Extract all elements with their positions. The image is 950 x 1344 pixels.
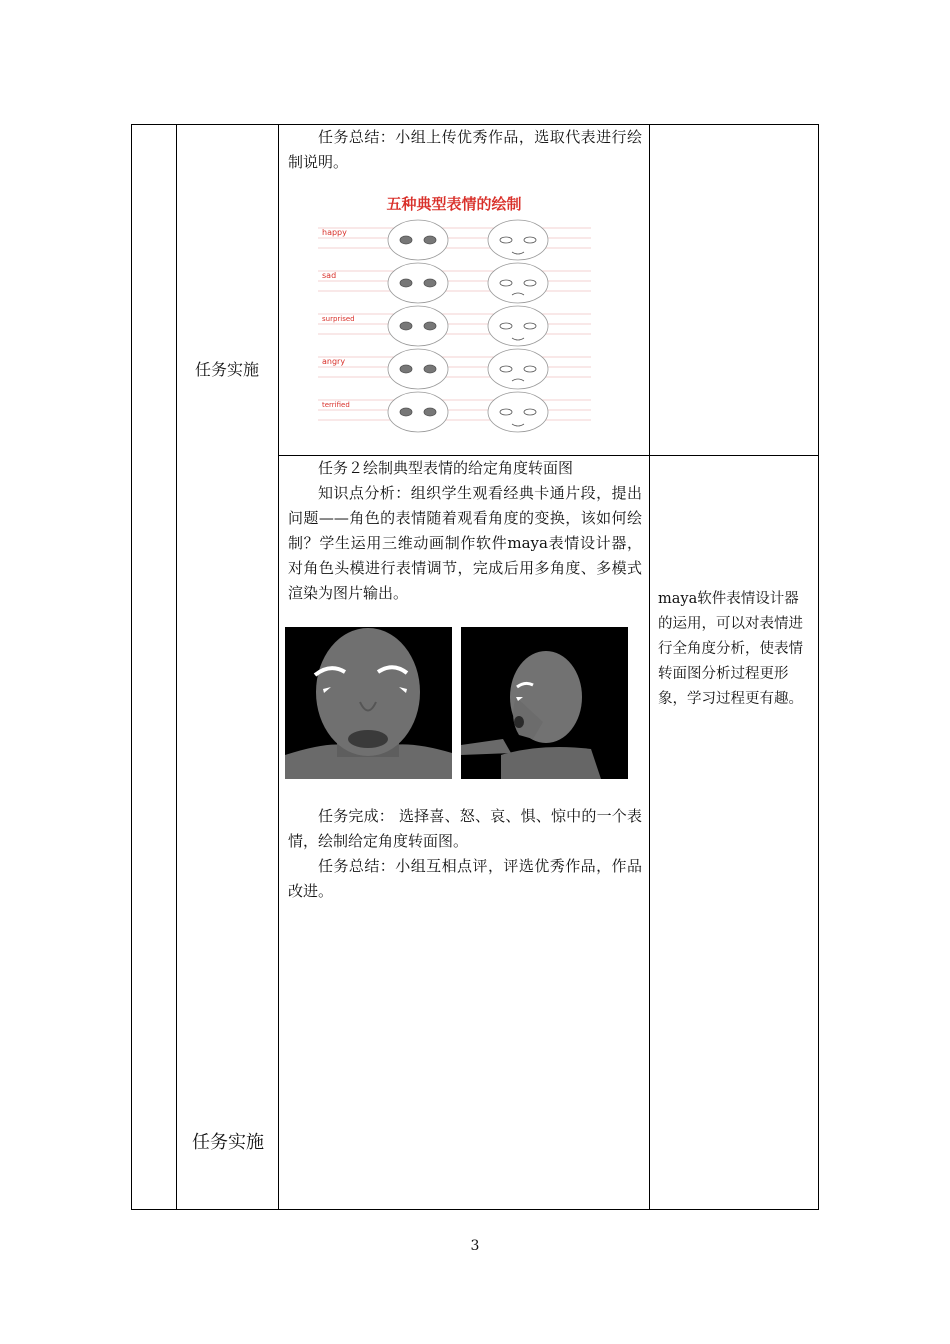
teaching-note: maya软件表情设计器的运用，可以对表情进行全角度分析，使表情转面图分析过程更形象，学习过程更有趣。 (658, 591, 803, 707)
row2-footer (288, 804, 642, 904)
expression-label: happy (322, 228, 347, 237)
knowledge-analysis: 知识点分析：组织学生观看经典卡通片段，提出问题——角色的表情随着观看角度的变换，该如何绘制？学生运用三维动画制作软件maya表情设计器，对角色头模进行表情调节，完成后用多角度、多模式渲染为图片输出。 (288, 484, 642, 602)
task2-title: 任务２绘制典型表情的给定角度转面图 (318, 459, 574, 477)
expressions-figure (318, 188, 591, 443)
expression-label: terrified (322, 401, 350, 409)
render-side-view (461, 627, 628, 779)
expression-label: sad (322, 271, 337, 280)
section-label: 任务实施 (192, 1132, 264, 1153)
row2-content (288, 456, 642, 606)
section-label: 任务实施 (195, 360, 260, 379)
column-divider (649, 125, 650, 1209)
task-summary-2: 任务总结：小组互相点评，评选优秀作品，作品改进。 (288, 857, 642, 900)
column-divider (278, 125, 279, 1209)
column-divider (176, 125, 177, 1209)
page-number: 3 (470, 1238, 480, 1254)
figure-title: 五种典型表情的绘制 (386, 195, 522, 213)
task-summary-1: 任务总结：小组上传优秀作品，选取代表进行绘制说明。 (288, 128, 642, 171)
task-completion: 任务完成： 选择喜、怒、哀、惧、惊中的一个表情，绘制给定角度转面图。 (288, 807, 642, 850)
expression-label: surprised (322, 315, 355, 323)
render-front-view (285, 627, 452, 779)
row1-content (288, 125, 642, 175)
expression-label: angry (322, 357, 346, 366)
